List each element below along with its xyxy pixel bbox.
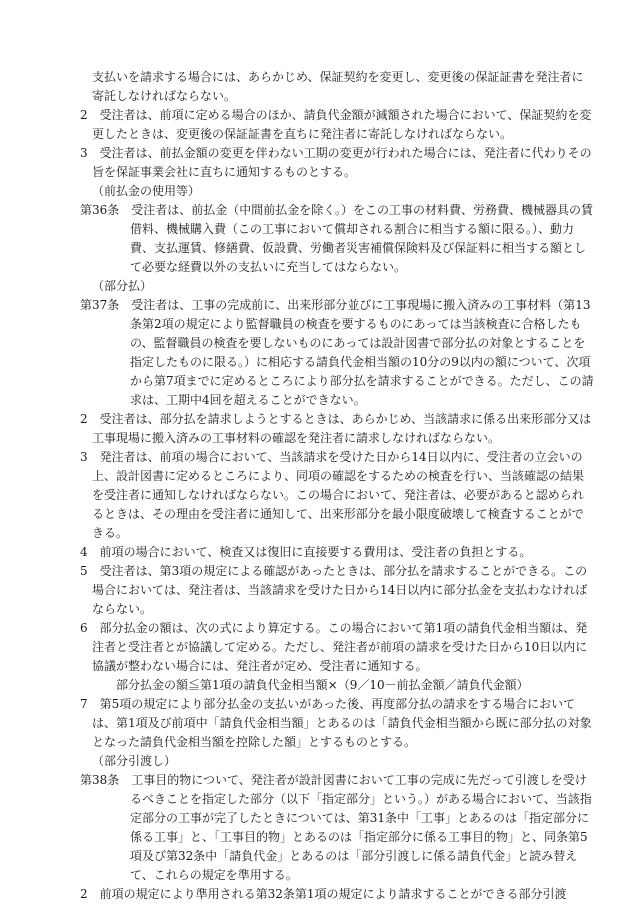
- article36-heading: （前払金の使用等）: [92, 184, 201, 198]
- article38-item2: 2 前項の規定により準用される第32条第1項の規定により請求することができる部分引渡: [80, 887, 567, 901]
- article35-item2: 2 受注者は、前項に定める場合のほか、請負代金額が減額された場合において、保証契約を変更したときは、変更後の保証証書を直ちに発注者に寄託しなければならない。: [80, 108, 592, 141]
- article37-item6: 6 部分払金の額は、次の式により算定する。この場合において第1項の請負代金相当額は、発注者と受注者とが協議して定める。ただし、発注者が前項の請求を受けた日から10日以内に協議が整わない場合には、発注者が定め、受注者に通知する。: [80, 621, 588, 673]
- article37-item2: 2 受注者は、部分払を請求しようとするときは、あらかじめ、当該請求に係る出来形部分又は工事現場に搬入済みの工事材料の確認を発注者に請求しなければならない。: [80, 412, 592, 445]
- article37-item4: 4 前項の場合において、検査又は復旧に直接要する費用は、受注者の負担とする。: [80, 545, 532, 559]
- article37-item3: 3 発注者は、前項の場合において、当該請求を受けた日から14日以内に、受注者の立会いの上、設計図書に定めるところにより、同項の確認をするための検査を行い、当該確認の結果を受注者に通知しなければならない。この場合において、発注者は、必要があると認められるときは、その理由を受注者に通知して、出来形部分を最小限度破壊して検査することができる。: [80, 450, 585, 540]
- paragraph-continuation: 支払いを請求する場合には、あらかじめ、保証契約を変更し、変更後の保証証書を発注者に寄託しなければならない。: [92, 70, 584, 103]
- article37-heading: （部分払）: [92, 279, 153, 293]
- payment-formula: 部分払金の額≦第1項の請負代金相当額×（9／10－前払金額／請負代金額）: [116, 678, 529, 692]
- article38-heading: （部分引渡し）: [92, 754, 177, 768]
- article35-item3: 3 受注者は、前払金額の変更を伴わない工期の変更が行われた場合には、発注者に代わりその旨を保証事業会社に直ちに通知するものとする。: [80, 146, 592, 179]
- article37-item7: 7 第5項の規定により部分払金の支払いがあった後、再度部分払の請求をする場合においては、第1項及び前項中「請負代金相当額」とあるのは「請負代金相当額から既に部分払の対象となった請負代金相当額を控除した額」とするものとする。: [80, 697, 592, 749]
- article37-item5: 5 受注者は、第3項の規定による確認があったときは、部分払を請求することができる。この場合においては、発注者は、当該請求を受けた日から14日以内に部分払金を支払わなければならない。: [80, 564, 588, 616]
- article36: 第36条 受注者は、前払金（中間前払金を除く。）をこの工事の材料費、労務費、機械器具の賃借料、機械購入費（この工事において償却される割合に相当する額に限る。）、動力費、支払運賃、修繕費、仮設費、労働者災害補償保険料及び保証料に相当する額として必要な経費以外の支払いに充当してはならない。: [80, 203, 594, 274]
- article38: 第38条 工事目的物について、発注者が設計図書において工事の完成に先だって引渡しを受けるべきことを指定した部分（以下「指定部分」という。）がある場合において、当該指定部分の工事が完了したときについては、第31条中「工事」とあるのは「指定部分に係る工事」と、「工事目的物」とあるのは「指定部分に係る工事目的物」と、同条第5項及び第32条中「請負代金」とあるのは「部分引渡しに係る請負代金」と読み替えて、これらの規定を準用する。: [80, 773, 592, 882]
- article37: 第37条 受注者は、工事の完成前に、出来形部分並びに工事現場に搬入済みの工事材料（第13条第2項の規定により監督職員の検査を要するものにあっては当該検査に合格したもの、監督職員の検査を要しないものにあっては設計図書で部分払の対象とすることを指定したものに限る。）に相応する請負代金相当額の10分の9以内の額について、次項から第7項までに定めるところにより部分払を請求することができる。ただし、この請求は、工期中4回を超えることができない。: [80, 298, 594, 407]
